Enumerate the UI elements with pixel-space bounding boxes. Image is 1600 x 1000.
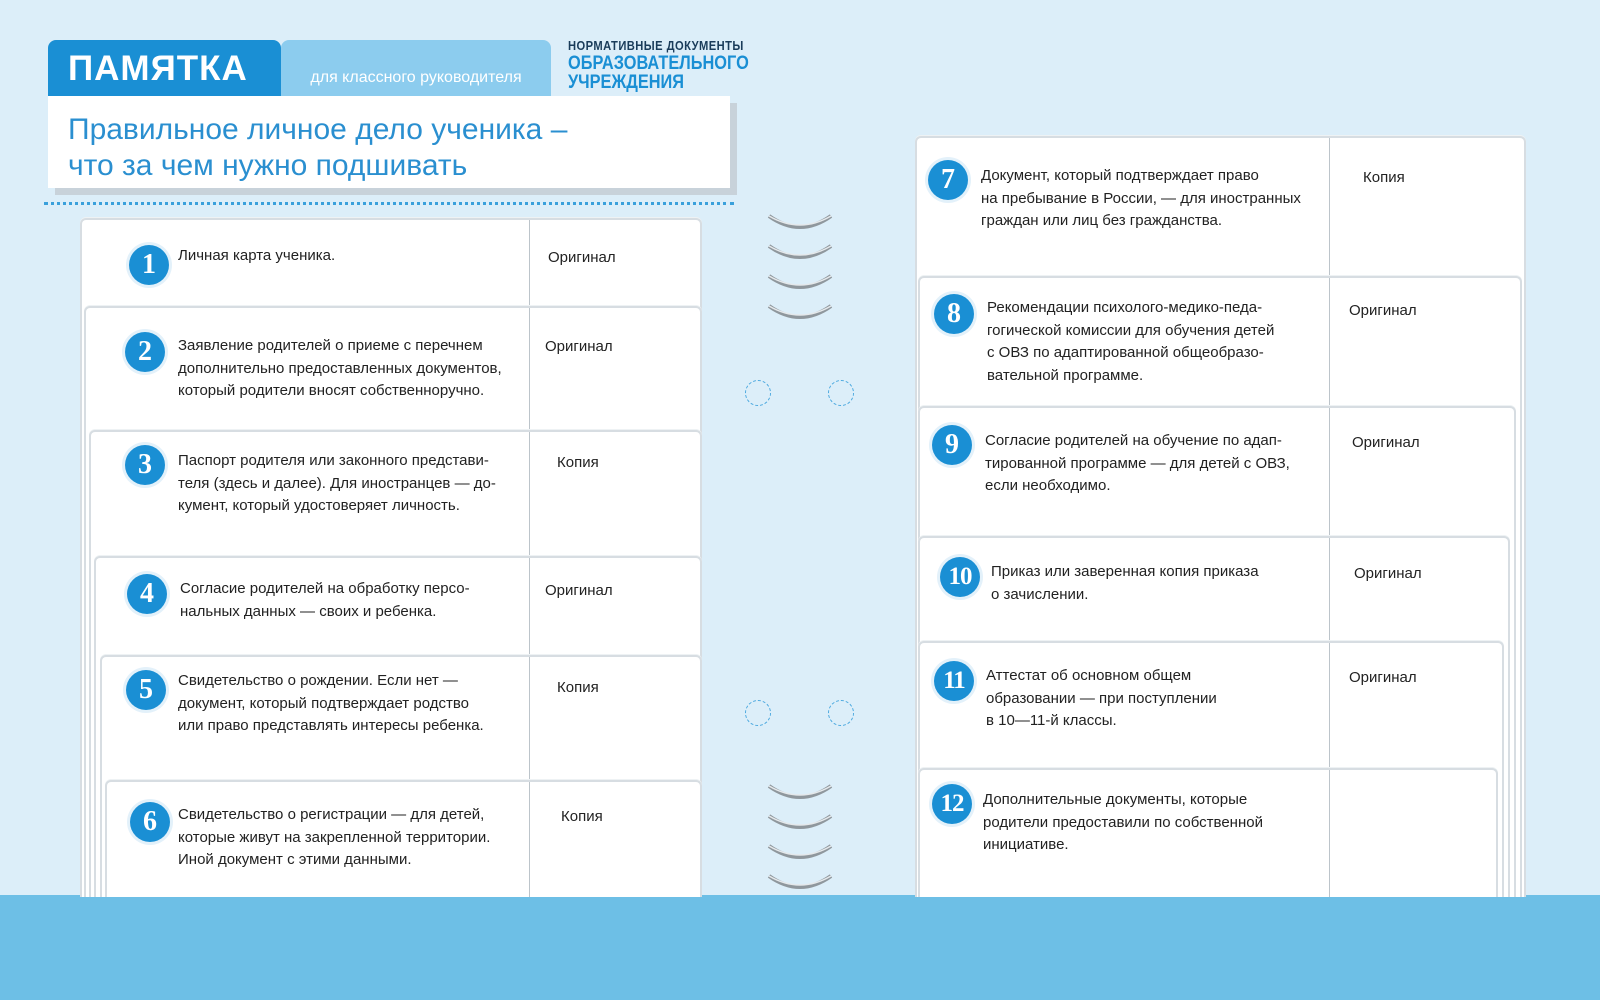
item-description: [178, 245, 335, 268]
column-divider: [1329, 770, 1330, 897]
description-line: Дополнительные документы, которые: [983, 791, 1248, 808]
document-card: [918, 768, 1498, 897]
description-line: нальных данных — своих и ребенка.: [180, 602, 437, 620]
item-number-badge: 5: [126, 670, 166, 710]
description-line: дополнительно предоставленных документов,: [178, 359, 502, 377]
item-status: Оригинал: [1352, 434, 1420, 451]
description-line: граждан или лиц без гражданства.: [981, 212, 1223, 229]
description-line: документ, который подтверждает родство: [178, 694, 469, 712]
brand-line-1: НОРМАТИВНЫЕ ДОКУМЕНТЫ: [568, 38, 744, 53]
item-description: [178, 450, 496, 518]
item-number-badge: 9: [932, 425, 972, 465]
spiral-ring-icon: [765, 270, 835, 292]
description-line: Иной документ с этими данными.: [178, 851, 412, 868]
item-description: [983, 789, 1263, 857]
item-number-badge: 7: [928, 160, 968, 200]
item-number-badge: 12: [932, 784, 972, 824]
spiral-ring-icon: [765, 810, 835, 832]
item-number-badge: 10: [940, 557, 980, 597]
item-description: [986, 665, 1217, 733]
description-line: который родители вносят собственноручно.: [178, 382, 485, 399]
spiral-ring-icon: [765, 300, 835, 322]
description-line: Личная карта ученика.: [178, 247, 336, 264]
title-line-2: что за чем нужно подшивать: [68, 149, 468, 182]
item-status: Оригинал: [1349, 302, 1417, 319]
description-line: образовании — при поступлении: [986, 689, 1217, 707]
item-number-badge: 1: [129, 245, 169, 285]
description-line: Заявление родителей о приеме с перечнем: [178, 337, 483, 354]
item-status: Оригинал: [548, 249, 616, 266]
description-line: Рекомендации психолого-медико-педа-: [987, 299, 1263, 316]
description-line: с ОВЗ по адаптированной общеобразо-: [987, 344, 1264, 361]
item-description: [178, 670, 484, 738]
document-card: [105, 780, 702, 897]
punch-hole-icon: [828, 380, 854, 406]
description-line: гогической комиссии для обучения детей: [987, 321, 1275, 339]
item-status: Оригинал: [545, 582, 613, 599]
item-description: [987, 297, 1274, 387]
item-number-badge: 8: [934, 294, 974, 334]
description-line: родители предоставили по собственной: [983, 813, 1263, 831]
description-line: Свидетельство о рождении. Если нет —: [178, 672, 458, 689]
item-status: Копия: [557, 454, 599, 471]
description-line: Свидетельство о регистрации — для детей,: [178, 806, 485, 823]
item-description: [178, 335, 502, 403]
page-title: [48, 96, 730, 188]
memo-badge: ПАМЯТКА: [48, 40, 281, 96]
description-line: Паспорт родителя или законного представи-: [178, 452, 489, 469]
item-status: Оригинал: [1354, 565, 1422, 582]
description-line: или право представлять интересы ребенка.: [178, 717, 484, 734]
spiral-ring-icon: [765, 780, 835, 802]
brand-line-3: УЧРЕЖДЕНИЯ: [568, 72, 685, 93]
description-line: Согласие родителей на обработку персо-: [180, 580, 470, 597]
item-status: Оригинал: [1349, 669, 1417, 686]
description-line: в 10—11-й классы.: [986, 712, 1117, 729]
description-line: тированной программе — для детей с ОВЗ,: [985, 454, 1290, 472]
dotted-divider: [44, 202, 734, 205]
description-line: инициативе.: [983, 836, 1069, 853]
brand-line-2: ОБРАЗОВАТЕЛЬНОГО: [568, 53, 749, 74]
bottom-band: [0, 895, 1600, 1000]
item-status: Копия: [557, 679, 599, 696]
description-line: Аттестат об основном общем: [986, 667, 1192, 684]
description-line: вательной программе.: [987, 366, 1144, 384]
item-description: [981, 165, 1301, 233]
column-divider: [529, 782, 530, 897]
item-number-badge: 6: [130, 802, 170, 842]
item-description: [178, 804, 490, 872]
item-status: Копия: [1363, 169, 1405, 186]
title-line-1: Правильное личное дело ученика –: [68, 113, 568, 146]
description-line: которые живут на закрепленной территории.: [178, 828, 491, 846]
brand-logo: [568, 38, 749, 92]
description-line: на пребывание в России, — для иностранных: [981, 189, 1301, 207]
item-description: [991, 561, 1259, 606]
spiral-ring-icon: [765, 240, 835, 262]
punch-hole-icon: [745, 380, 771, 406]
memo-subtitle: для классного руководителя: [281, 40, 551, 96]
item-description: [180, 578, 470, 623]
item-status: Копия: [561, 808, 603, 825]
description-line: о зачислении.: [991, 585, 1089, 603]
description-line: кумент, который удостоверяет личность.: [178, 497, 460, 514]
description-line: Документ, который подтверждает право: [981, 167, 1259, 184]
item-number-badge: 11: [934, 661, 974, 701]
description-line: если необходимо.: [985, 477, 1111, 494]
item-description: [985, 430, 1290, 498]
punch-hole-icon: [828, 700, 854, 726]
item-number-badge: 2: [125, 332, 165, 372]
spiral-ring-icon: [765, 840, 835, 862]
description-line: Приказ или заверенная копия приказа: [991, 563, 1259, 580]
spiral-ring-icon: [765, 210, 835, 232]
punch-hole-icon: [745, 700, 771, 726]
item-status: Оригинал: [545, 338, 613, 355]
spiral-ring-icon: [765, 870, 835, 892]
description-line: Согласие родителей на обучение по адап-: [985, 432, 1282, 449]
description-line: теля (здесь и далее). Для иностранцев — до-: [178, 474, 496, 492]
item-number-badge: 3: [125, 445, 165, 485]
item-number-badge: 4: [127, 574, 167, 614]
